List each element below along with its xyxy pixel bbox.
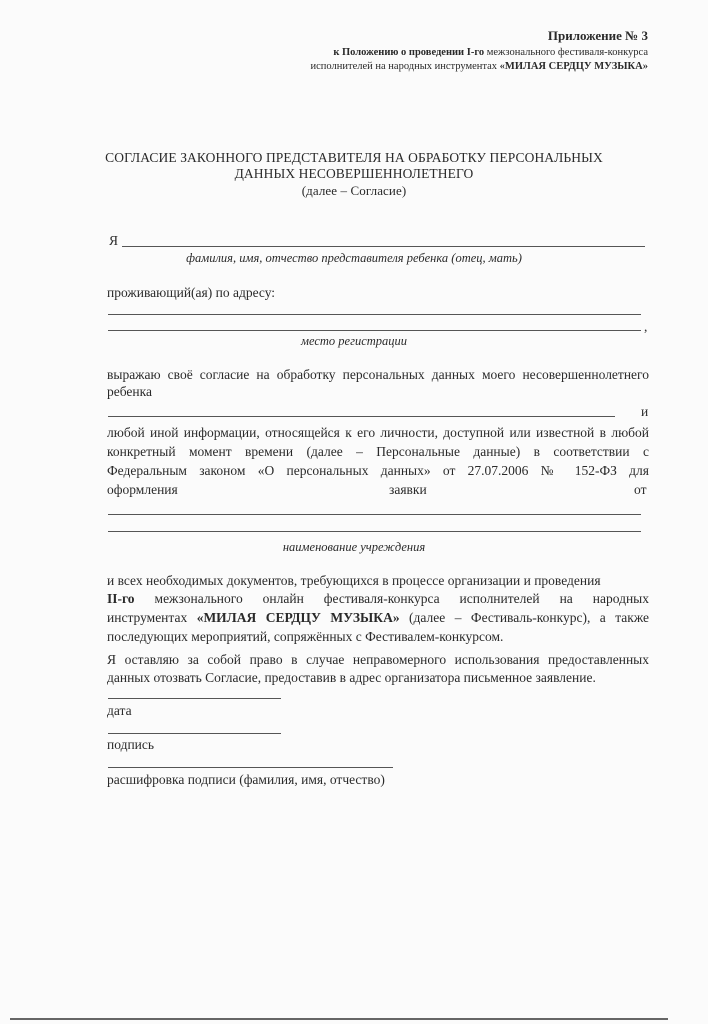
revoke-text-line-1: Я оставляю за собой право в случае неправомерного использования предоставленных xyxy=(107,652,649,667)
docs-text-line-4: последующих мероприятий, сопряжённых с Фестивалем-конкурсом. xyxy=(107,629,504,644)
info-text-line-4-middle: заявки xyxy=(389,482,427,497)
signature-decoding-label: расшифровка подписи (фамилия, имя, отчество) xyxy=(107,772,385,787)
info-text-line-4-start: оформления xyxy=(107,482,178,497)
ya-label: Я xyxy=(109,233,119,248)
representative-name-field[interactable] xyxy=(122,246,645,247)
signature-label: подпись xyxy=(107,737,155,752)
child-name-field[interactable] xyxy=(108,416,615,417)
appendix-subtitle-line-1: к Положению о проведении I-го межзонального фестиваля-конкурса xyxy=(333,47,648,58)
address-comma: , xyxy=(644,319,648,334)
docs-text-line-2: II-го межзонального онлайн фестиваля-конкурса исполнителей на народных xyxy=(107,591,649,606)
info-text-line-2: конкретный момент времени (далее – Персональные данные) в соответствии с xyxy=(107,444,649,459)
registration-caption: место регистрации xyxy=(300,334,408,348)
date-field[interactable] xyxy=(108,698,281,699)
info-text-line-3: Федеральным законом «О персональных данных» от 27.07.2006 № 152-ФЗ для xyxy=(107,463,649,478)
docs-text-line-1: и всех необходимых документов, требующихся в процессе организации и проведения xyxy=(107,573,601,588)
representative-caption: фамилия, имя, отчество представителя ребенка (отец, мать) xyxy=(186,251,522,265)
signature-decoding-field[interactable] xyxy=(108,767,393,768)
date-label: дата xyxy=(107,703,132,718)
consent-text-line-2: ребенка xyxy=(107,384,152,399)
scan-bottom-edge xyxy=(10,1018,668,1020)
document-title-line-3: (далее – Согласие) xyxy=(301,183,407,198)
document-title-line-2: ДАННЫХ НЕСОВЕРШЕННОЛЕТНЕГО xyxy=(234,166,474,181)
institution-field-line-1[interactable] xyxy=(108,514,641,515)
info-text-line-4-end: от xyxy=(634,482,647,497)
address-label: проживающий(ая) по адресу: xyxy=(107,285,276,300)
document-title-line-1: СОГЛАСИЕ ЗАКОННОГО ПРЕДСТАВИТЕЛЯ НА ОБРАБОТКУ ПЕРСОНАЛЬНЫХ xyxy=(105,150,603,165)
institution-caption: наименование учреждения xyxy=(282,540,426,554)
info-text-line-1: любой иной информации, относящейся к его личности, доступной или известной в любой xyxy=(107,425,649,440)
docs-text-line-3: инструментах «МИЛАЯ СЕРДЦУ МУЗЫКА» (далее – Фестиваль-конкурс), а также xyxy=(107,610,649,625)
consent-text-line-1: выражаю своё согласие на обработку персональных данных моего несовершеннолетнего xyxy=(107,367,649,382)
and-word: и xyxy=(641,404,649,419)
revoke-text-line-2: данных отозвать Согласие, предоставив в адрес организатора письменное заявление. xyxy=(107,670,596,685)
address-field-line-1[interactable] xyxy=(108,314,641,315)
appendix-subtitle-line-2: исполнителей на народных инструментах «МИЛАЯ СЕРДЦУ МУЗЫКА» xyxy=(310,61,648,72)
signature-field[interactable] xyxy=(108,733,281,734)
address-field-line-2[interactable] xyxy=(108,330,641,331)
appendix-title: Приложение № 3 xyxy=(547,28,648,43)
institution-field-line-2[interactable] xyxy=(108,531,641,532)
